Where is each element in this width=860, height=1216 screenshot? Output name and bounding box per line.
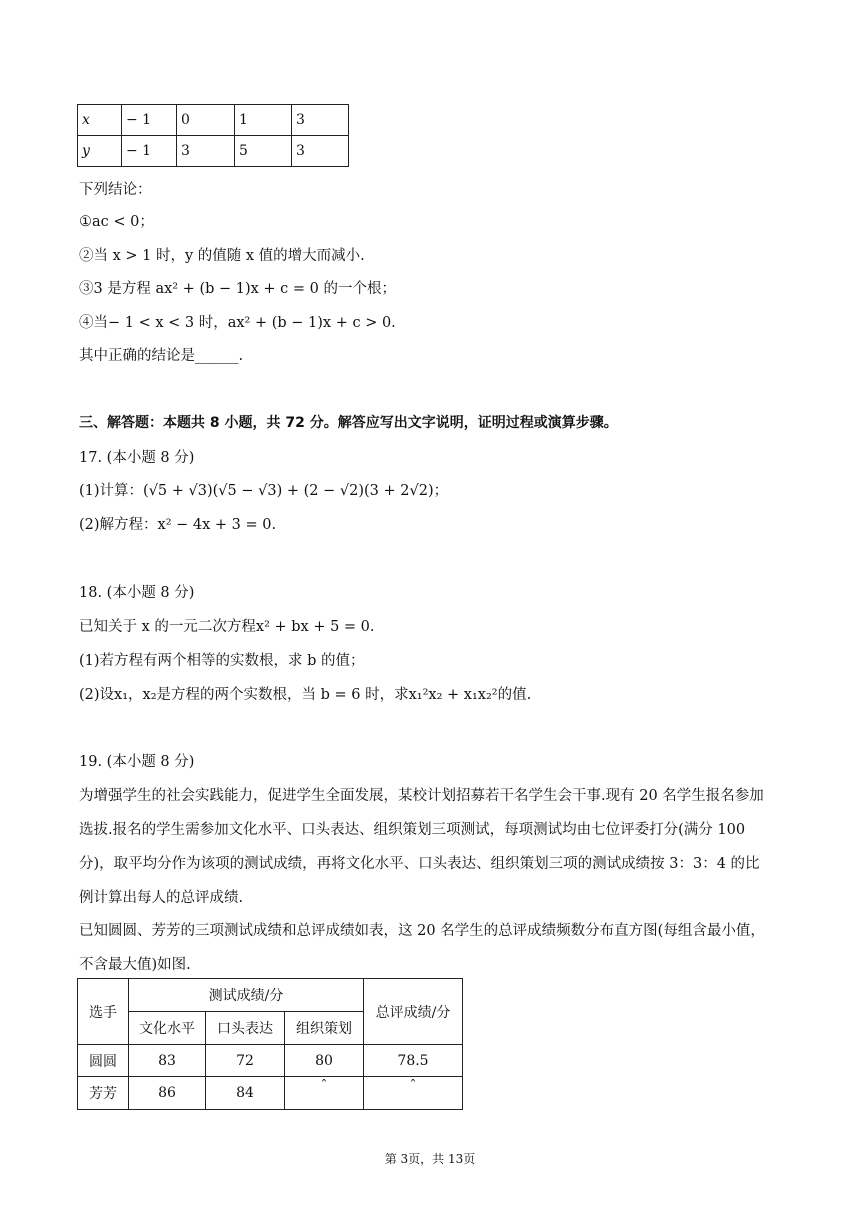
cell: 80 <box>285 1045 364 1077</box>
cell: 72 <box>206 1045 285 1077</box>
y-value: 3 <box>292 136 349 167</box>
q16-intro: 下列结论： <box>79 182 152 198</box>
q16-conclusion-2: ②当 x > 1 时，y 的值随 x 值的增大而减小. <box>79 248 365 264</box>
q19-heading: 19. (本小题 8 分) <box>79 754 195 770</box>
header-planning: 组织策划 <box>285 1012 364 1045</box>
x-value: 3 <box>292 105 349 136</box>
q16-question: 其中正确的结论是______. <box>79 348 244 364</box>
cell: ˆ <box>285 1077 364 1110</box>
header-test-scores: 测试成绩/分 <box>129 979 364 1012</box>
y-value: 3 <box>177 136 235 167</box>
x-value: 1 <box>235 105 292 136</box>
q17-part-1: (1)计算：(√5 + √3)(√5 − √3) + (2 − √2)(3 + 2√2)； <box>79 483 449 499</box>
cell: 78.5 <box>364 1045 463 1077</box>
cell: 83 <box>129 1045 206 1077</box>
y-label: y <box>78 136 122 167</box>
cell: 84 <box>206 1077 285 1110</box>
header-culture: 文化水平 <box>129 1012 206 1045</box>
row-name: 圆圆 <box>78 1045 129 1077</box>
x-label: x <box>78 105 122 136</box>
score-table <box>77 978 463 1110</box>
header-player: 选手 <box>78 979 129 1045</box>
q16-conclusion-3: ③3 是方程 ax² + (b − 1)x + c = 0 的一个根； <box>79 281 397 297</box>
y-value: − 1 <box>122 136 177 167</box>
cell: 86 <box>129 1077 206 1110</box>
x-value: − 1 <box>122 105 177 136</box>
q16-conclusion-1: ①ac < 0； <box>79 214 154 230</box>
q19-text-line: 已知圆圆、芳芳的三项测试成绩和总评成绩如表，这 20 名学生的总评成绩频数分布直方图(每组含最小值， <box>79 923 765 939</box>
q19-text-line: 选拔.报名的学生需参加文化水平、口头表达、组织策划三项测试，每项测试均由七位评委打分(满分 100 <box>79 822 746 838</box>
q17-part-2: (2)解方程：x² − 4x + 3 = 0. <box>79 517 277 533</box>
q19-text-line: 分)，取平均分作为该项的测试成绩，再将文化水平、口头表达、组织策划三项的测试成绩按 3：3：4 的比 <box>79 856 760 872</box>
y-value: 5 <box>235 136 292 167</box>
header-total: 总评成绩/分 <box>364 979 463 1045</box>
cell: ˆ <box>364 1077 463 1110</box>
page-footer: 第 3页，共 13页 <box>384 1152 476 1166</box>
q17-heading: 17. (本小题 8 分) <box>79 450 195 466</box>
table-row <box>78 1045 463 1077</box>
q18-heading: 18. (本小题 8 分) <box>79 585 195 601</box>
q19-text-line: 不含最大值)如图. <box>79 957 191 973</box>
q18-part-1: (1)若方程有两个相等的实数根，求 b 的值； <box>79 653 365 669</box>
q18-part-2: (2)设x₁，x₂是方程的两个实数根，当 b = 6 时，求x₁²x₂ + x₁x₂²的值. <box>79 687 532 703</box>
row-name: 芳芳 <box>78 1077 129 1110</box>
x-value: 0 <box>177 105 235 136</box>
section-heading: 三、解答题：本题共 8 小题，共 72 分。解答应写出文字说明，证明过程或演算步骤。 <box>79 415 618 431</box>
q19-text-line: 例计算出每人的总评成绩. <box>79 890 244 906</box>
table-row <box>78 1077 463 1110</box>
q19-text-line: 为增强学生的社会实践能力，促进学生全面发展，某校计划招募若干名学生会干事.现有 20 名学生报名参加 <box>79 788 764 804</box>
header-oral: 口头表达 <box>206 1012 285 1045</box>
q18-stem: 已知关于 x 的一元二次方程x² + bx + 5 = 0. <box>79 619 375 635</box>
xy-value-table <box>77 104 349 167</box>
q16-conclusion-4: ④当− 1 < x < 3 时，ax² + (b − 1)x + c > 0. <box>79 315 396 331</box>
